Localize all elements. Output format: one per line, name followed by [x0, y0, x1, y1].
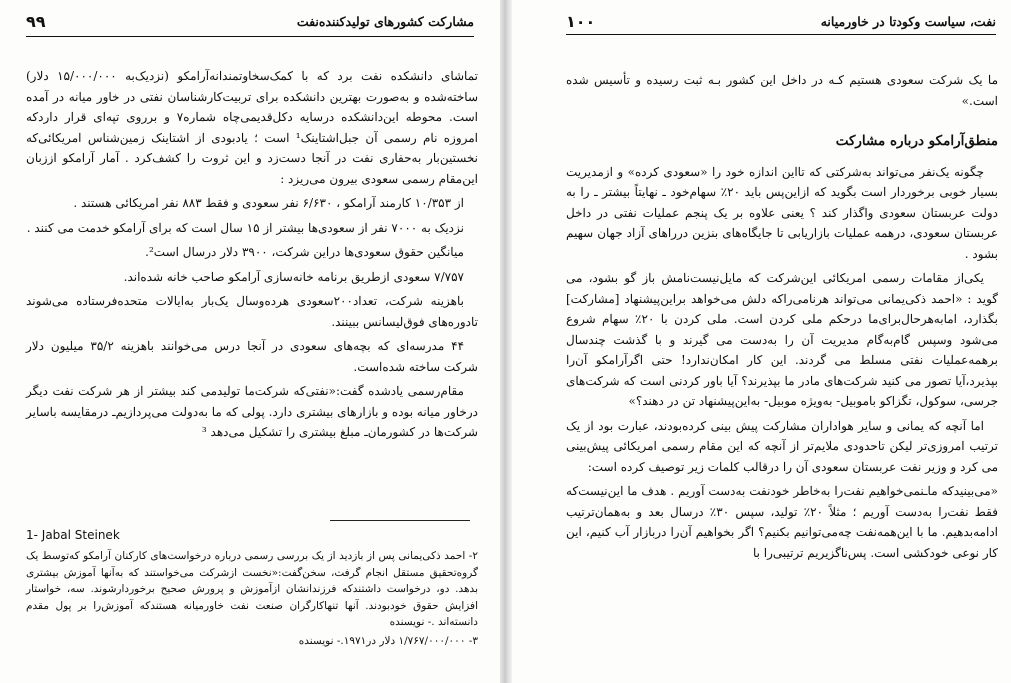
left-paragraph: ۴۴ مدرسه‌ای که بچه‌های سعودی در آنجا درس می‌خوانند باهزینه ۳۵/۲ میلیون دلار شرکت ساخته شده‌است.	[26, 339, 478, 374]
right-body-text	[566, 70, 998, 567]
right-header-rule	[566, 34, 996, 35]
left-paragraph: ۷/۷۵۷ سعودی ازطریق برنامه خانه‌سازی آرامکو صاحب خانه شده‌اند.	[123, 269, 464, 284]
right-paragraph: اما آنچه که یمانی و سایر هواداران مشارکت پیش بینی کرده‌بودند، عبارت بود از یک ترتیب امروزی‌تر لیکن تاحدودی ملایم‌تر از آنچه که این مقام رسمی امریکائی پیش‌بینی می کرد و وزیر نفت عربستان سعودی آن را درقالب کلمات زیر توصیف کرده است:	[566, 418, 998, 474]
footnotes	[26, 548, 478, 651]
right-page	[506, 0, 1011, 683]
left-paragraph: میانگین حقوق سعودی‌ها دراین شرکت، ۳۹۰۰ دلار درسال است².	[145, 245, 464, 259]
right-intro-paragraph: ما یک شرکت سعودی هستیم کـه در داخل این کشور بـه ثبت رسیده و تأسیس شده است.»	[566, 73, 998, 108]
left-paragraph: نزدیک به ۷۰۰۰ نفر از سعودی‌ها بیشتر از ۱۵ سال است که برای آرامکو خدمت می کنند .	[26, 220, 464, 235]
right-page-header	[566, 8, 996, 34]
right-paragraph: «می‌بینید‌که ماـنمی‌خواهیم نفت‌را به‌خاطر خودنفت به‌دست آوریم . هدف ما این‌نیست‌که فقط نفت‌را به‌دست آوریم ؛ مثلاً ۲۰٪ تولید، سپس ۳۰٪ درسال بعد و به‌همان‌ترتیب ادامه‌بدهیم. ما با این‌همه‌نفت چه‌می‌توانیم بکنیم؟ اگر بخواهیم آن‌را دربازار آب کنیم، این کار نوعی خودکشی است. پس‌ناگزیریم ترتیبی‌را با	[566, 484, 998, 560]
left-running-title: مشارکت کشورهای تولیدکننده‌نفت	[296, 13, 474, 29]
left-body-text	[26, 66, 478, 447]
left-page-number: ۹۹	[26, 11, 46, 31]
right-page-number: ۱۰۰	[566, 11, 596, 31]
left-paragraph: باهزینه شرکت، تعداد۲۰۰سعودی هرده‌وسال یک‌بار به‌ایالات متحده‌فرستاده می‌شوند تادوره‌های فوق‌لیسانس ببینند.	[26, 294, 478, 329]
left-page-header	[26, 8, 474, 34]
book-gutter	[500, 0, 512, 683]
footnote-separator	[330, 520, 470, 521]
left-paragraph: از ۱۰/۳۵۳ کارمند آرامکو ، ۶/۶۳۰ نفر سعودی و فقط ۸۸۳ نفر امریکائی هستند .	[73, 196, 464, 210]
right-paragraph: یکی‌از مقامات رسمی امریکائی این‌شرکت که مایل‌نیست‌نامش باز گو بشود، می گوید : «احمد ذکی‌یمانی می‌تواند هرنامی‌راکه دلش می‌خواهد براین‌پیشنهاد [مشارکت] بگذارد، امابه‌هرحال‌برای‌ما درحکم ملی کردن است. ملی کردن با ۲۰٪ سهام شروع می‌شود وسپس گام‌به‌گام مدیریت آن را به‌دست می گیرند و با گذشت چندسال برهمه‌عملیات نفتی مسلط می گردند. این کار امکان‌ندارد! حتی اگرآرامکو آن‌را بپذیرد،آیا تصور می کنید شرکت‌های مادر ما بپذیرند؟ آیا باور کردنی است که شرکت‌های جرسی، سوکول، تگزاکو باموبیل- به‌ویژه موبیل- به‌این‌پیشنهاد تن در دهند؟»	[566, 271, 998, 408]
right-running-title: نفت، سیاست وکودتا در خاورمیانه	[820, 13, 996, 29]
footnote: ۳- ۱/۷۶۷/۰۰۰/۰۰۰ دلار در۱۹۷۱.- نویسنده	[298, 634, 478, 647]
left-paragraph: مقام‌رسمی یادشده گفت:«نفتی‌که شرکت‌ما تولیدمی کند بیشتر از هر شرکت نفت دیگر درخاور میانه بوده و بازارهای بیشتری دارد. پولی که ما به‌دولت می‌پردازیم‌ـ درمقایسه باسایر شرکت‌ها در کشورمان‌ـ مبلغ بیشتری را تشکیل می‌دهد ³	[26, 384, 478, 439]
left-paragraph: تماشای دانشکده نفت برد که با کمک‌سخاوتمندانه‌آرامکو (نزدیک‌به ۱۵/۰۰۰/۰۰۰ دلار) ساخته‌شده و به‌صورت بهترین دانشکده برای تربیت‌کارشناسان نفتی در خاور میانه در آمده است. محوطه این‌دانشکده درسایه دکل‌قدیمی‌چاه شماره۷ و برروی تپه‌ای قرار دارد‌که امروزه نام رسمی آن جبل‌اشتاینک¹ است ؛ یادبودی از اشتاینک زمین‌شناس امریکائی‌که نخستین‌بار به‌حفاری نفت در آنجا دست‌زد و این ثروت را کشف‌کرد . آمار آرامکو ازز‌بان این‌مقام رسمی سعودی بیرون می‌ریزد :	[26, 69, 478, 186]
left-header-rule	[26, 36, 474, 37]
section-heading: منطق‌آرامکو درباره مشارکت	[835, 133, 998, 149]
footnote: ۲- احمد ذکی‌یمانی پس از بازدید از یک بررسی رسمی درباره درخواست‌های کارکنان آرامکو که‌توسط یک گروه‌تحقیق مستقل انجام گرفت، سخن‌گفت:«نخست ازشرکت می‌خواستند که به‌آنها آموزش بیشتری بدهد. دو، درخواست داشتند‌که فرزندانشان ازآموزش و پرورش صحیح برخوردارشوند. سه، خواستار افزایش حقوق خودبودند. آنها تنهاکارگران صنعت نفت خاورمیانه هستند‌که آموزش‌را بر پول مقدم دانسته‌اند .- نویسنده	[26, 550, 478, 628]
right-paragraph: چگونه یک‌نفر می‌تواند به‌شرکتی که تااین اندازه خود را «سعودی کرده» و ازمدیریت بسیار خوبی برخوردار است بگوید که ازاین‌پس باید ۲۰٪ سهام‌خود ـ نهایتاً بیشتر ـ را به دولت عربستان سعودی واگذار کند ؟ یعنی علاوه بر یک پنجم عملیات نفتی در داخل عربستان سعودی، درهمه عملیات بازاریابی تا جایگاه‌های بنزین دررا‌های آزاد جهان سهیم بشود .	[566, 164, 999, 261]
footnote-latin: 1- Jabal Steinek	[26, 528, 120, 542]
